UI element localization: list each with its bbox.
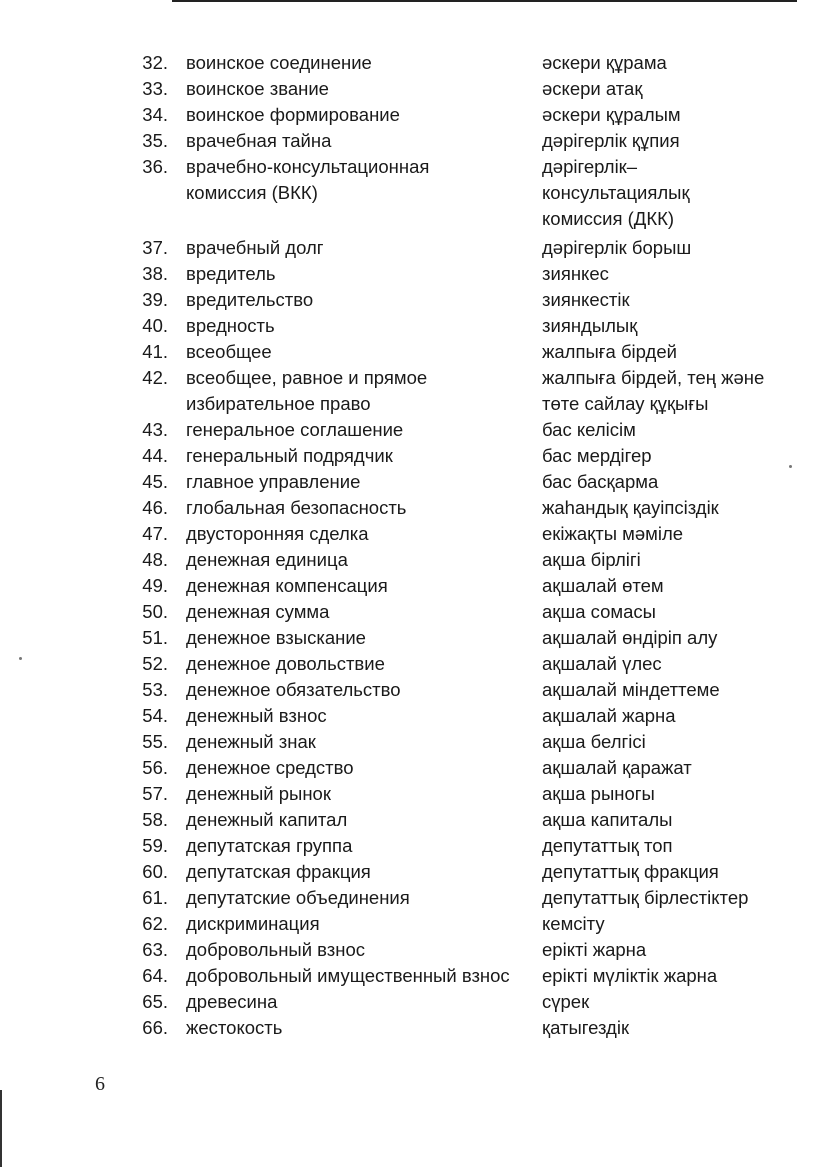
entry-number: 32. xyxy=(142,52,168,73)
kazakh-term-line: кемсіту xyxy=(542,913,605,934)
kazakh-term xyxy=(542,781,655,807)
kazakh-term xyxy=(542,547,641,573)
kazakh-term-line: бас басқарма xyxy=(542,471,659,492)
russian-term xyxy=(186,885,410,911)
russian-term xyxy=(186,833,352,859)
russian-term xyxy=(186,313,275,339)
russian-term xyxy=(186,859,371,885)
russian-term-line: добровольный взнос xyxy=(186,939,366,960)
russian-term xyxy=(186,235,324,261)
kazakh-term-line: әскери атақ xyxy=(542,78,643,99)
entry-number: 40. xyxy=(142,315,168,336)
entry-number: 42. xyxy=(142,367,168,388)
russian-term xyxy=(186,703,327,729)
entry-number: 37. xyxy=(142,237,168,258)
kazakh-term-line: комиссия (ДКК) xyxy=(542,208,675,229)
kazakh-term xyxy=(542,651,662,677)
russian-term xyxy=(186,963,510,989)
kazakh-term xyxy=(542,885,748,911)
russian-term-line: вредитель xyxy=(186,263,276,284)
russian-term-line: денежная компенсация xyxy=(186,575,388,596)
entry-number: 41. xyxy=(142,341,168,362)
kazakh-term-line: ақшалай өндіріп алу xyxy=(542,627,718,648)
kazakh-term-line: ақша сомасы xyxy=(542,601,656,622)
russian-term-line: денежное довольствие xyxy=(186,653,385,674)
russian-term-line: денежное средство xyxy=(186,757,354,778)
entry-number: 55. xyxy=(142,731,168,752)
russian-term xyxy=(186,989,277,1015)
russian-term-line: воинское формирование xyxy=(186,104,400,125)
russian-term xyxy=(186,154,429,206)
russian-term-line: денежный взнос xyxy=(186,705,327,726)
kazakh-term xyxy=(542,469,658,495)
kazakh-term xyxy=(542,313,637,339)
russian-term xyxy=(186,128,331,154)
russian-term-line: денежный капитал xyxy=(186,809,348,830)
kazakh-term xyxy=(542,235,691,261)
kazakh-term xyxy=(542,102,681,128)
entry-number: 60. xyxy=(142,861,168,882)
russian-term xyxy=(186,521,369,547)
russian-term xyxy=(186,102,400,128)
kazakh-term-line: дәрігерлік борыш xyxy=(542,237,692,258)
kazakh-term-line: жалпыға бірдей xyxy=(542,341,677,362)
kazakh-term xyxy=(542,755,692,781)
entry-number: 58. xyxy=(142,809,168,830)
russian-term-line: дискриминация xyxy=(186,913,320,934)
kazakh-term xyxy=(542,703,676,729)
russian-term-line: депутатские объединения xyxy=(186,887,410,908)
russian-term-line: депутатская фракция xyxy=(186,861,371,882)
russian-term xyxy=(186,547,348,573)
russian-term xyxy=(186,495,406,521)
kazakh-term-line: сүрек xyxy=(542,991,590,1012)
russian-term-line: денежный знак xyxy=(186,731,316,752)
kazakh-term xyxy=(542,807,672,833)
kazakh-term-line: ақшалай өтем xyxy=(542,575,664,596)
kazakh-term xyxy=(542,339,677,365)
page-number: 6 xyxy=(95,1073,105,1095)
russian-term-line: генеральный подрядчик xyxy=(186,445,393,466)
russian-term-line: всеобщее, равное и прямое xyxy=(186,367,428,388)
russian-term-line: жестокость xyxy=(186,1017,283,1038)
kazakh-term xyxy=(542,833,673,859)
russian-term xyxy=(186,911,320,937)
russian-term xyxy=(186,417,403,443)
kazakh-term-line: зиянкестік xyxy=(542,289,630,310)
entry-number: 50. xyxy=(142,601,168,622)
entry-number: 66. xyxy=(142,1017,168,1038)
russian-term xyxy=(186,937,365,963)
entry-number: 43. xyxy=(142,419,168,440)
russian-term-line: добровольный имущественный взнос xyxy=(186,965,510,986)
kazakh-term-line: ақша рыногы xyxy=(542,783,655,804)
kazakh-term xyxy=(542,937,646,963)
kazakh-term xyxy=(542,625,717,651)
russian-term xyxy=(186,599,329,625)
kazakh-term-line: төте сайлау құқығы xyxy=(542,393,709,414)
entry-number: 38. xyxy=(142,263,168,284)
russian-term-line: генеральное соглашение xyxy=(186,419,404,440)
entry-number: 63. xyxy=(142,939,168,960)
russian-term xyxy=(186,443,393,469)
kazakh-term-line: жаһандық қауіпсіздік xyxy=(542,497,719,518)
russian-term-line: глобальная безопасность xyxy=(186,497,407,518)
kazakh-term-line: бас келісім xyxy=(542,419,636,440)
russian-term xyxy=(186,50,372,76)
kazakh-term-line: депутаттық бірлестіктер xyxy=(542,887,749,908)
kazakh-term xyxy=(542,599,656,625)
russian-term-line: комиссия (ВКК) xyxy=(186,182,318,203)
russian-term-line: главное управление xyxy=(186,471,361,492)
russian-term xyxy=(186,677,401,703)
entry-number: 52. xyxy=(142,653,168,674)
kazakh-term-line: ақша капиталы xyxy=(542,809,673,830)
kazakh-term-line: ақшалай жарна xyxy=(542,705,676,726)
kazakh-term-line: ерікті жарна xyxy=(542,939,647,960)
kazakh-term xyxy=(542,521,683,547)
russian-term-line: вредительство xyxy=(186,289,314,310)
kazakh-term xyxy=(542,989,589,1015)
russian-term xyxy=(186,469,360,495)
russian-term xyxy=(186,755,354,781)
kazakh-term xyxy=(542,365,764,417)
kazakh-term-line: екіжақты мәміле xyxy=(542,523,684,544)
entry-number: 34. xyxy=(142,104,168,125)
kazakh-term-line: қатыгездік xyxy=(542,1017,630,1038)
kazakh-term-line: дәрігерлік құпия xyxy=(542,130,680,151)
kazakh-term-line: депутаттық фракция xyxy=(542,861,719,882)
russian-term-line: денежный рынок xyxy=(186,783,331,804)
kazakh-term-line: консультациялық xyxy=(542,182,690,203)
russian-term-line: древесина xyxy=(186,991,278,1012)
russian-term-line: всеобщее xyxy=(186,341,272,362)
entry-number: 62. xyxy=(142,913,168,934)
kazakh-term xyxy=(542,128,680,154)
russian-term-line: воинское звание xyxy=(186,78,329,99)
kazakh-term xyxy=(542,50,667,76)
russian-term-line: денежная сумма xyxy=(186,601,330,622)
russian-term xyxy=(186,729,316,755)
kazakh-term-line: ерікті мүліктік жарна xyxy=(542,965,718,986)
entry-number: 57. xyxy=(142,783,168,804)
kazakh-term xyxy=(542,261,609,287)
kazakh-term xyxy=(542,1015,629,1041)
russian-term xyxy=(186,651,385,677)
entry-number: 56. xyxy=(142,757,168,778)
kazakh-term xyxy=(542,911,605,937)
entry-number: 45. xyxy=(142,471,168,492)
entry-number: 59. xyxy=(142,835,168,856)
russian-term xyxy=(186,807,347,833)
entry-number: 35. xyxy=(142,130,168,151)
entry-number: 46. xyxy=(142,497,168,518)
russian-term xyxy=(186,287,313,313)
russian-term xyxy=(186,781,331,807)
kazakh-term-line: ақшалай үлес xyxy=(542,653,662,674)
kazakh-term-line: ақша бірлігі xyxy=(542,549,641,570)
russian-term-line: денежное обязательство xyxy=(186,679,401,700)
russian-term xyxy=(186,76,329,102)
kazakh-term xyxy=(542,287,630,313)
kazakh-term xyxy=(542,963,717,989)
entry-number: 33. xyxy=(142,78,168,99)
russian-term-line: депутатская группа xyxy=(186,835,353,856)
russian-term-line: вредность xyxy=(186,315,275,336)
kazakh-term-line: бас мердігер xyxy=(542,445,652,466)
russian-term-line: денежное взыскание xyxy=(186,627,366,648)
kazakh-term xyxy=(542,443,652,469)
entry-number: 48. xyxy=(142,549,168,570)
russian-term xyxy=(186,573,388,599)
kazakh-term-line: зиянкес xyxy=(542,263,609,284)
entry-number: 53. xyxy=(142,679,168,700)
entry-number: 36. xyxy=(142,156,168,177)
kazakh-term xyxy=(542,417,636,443)
kazakh-term-line: ақшалай қаражат xyxy=(542,757,692,778)
entry-number: 54. xyxy=(142,705,168,726)
russian-term-line: врачебно-консультационная xyxy=(186,156,430,177)
entry-number: 47. xyxy=(142,523,168,544)
kazakh-term xyxy=(542,677,720,703)
kazakh-term xyxy=(542,495,719,521)
russian-term-line: врачебная тайна xyxy=(186,130,332,151)
kazakh-term-line: ақшалай міндеттеме xyxy=(542,679,720,700)
kazakh-term-line: жалпыға бірдей, тең және xyxy=(542,367,765,388)
kazakh-term-line: зияндылық xyxy=(542,315,638,336)
entry-number: 64. xyxy=(142,965,168,986)
russian-term-line: врачебный долг xyxy=(186,237,324,258)
kazakh-term xyxy=(542,154,690,232)
kazakh-term-line: дәрігерлік– xyxy=(542,156,638,177)
entry-number: 49. xyxy=(142,575,168,596)
russian-term-line: денежная единица xyxy=(186,549,348,570)
russian-term xyxy=(186,365,427,417)
russian-term xyxy=(186,261,276,287)
kazakh-term xyxy=(542,859,719,885)
entry-number: 44. xyxy=(142,445,168,466)
kazakh-term-line: депутаттық топ xyxy=(542,835,673,856)
kazakh-term xyxy=(542,76,642,102)
kazakh-term-line: ақша белгісі xyxy=(542,731,646,752)
russian-term-line: избирательное право xyxy=(186,393,371,414)
russian-term xyxy=(186,625,366,651)
russian-term-line: воинское соединение xyxy=(186,52,372,73)
kazakh-term xyxy=(542,729,646,755)
kazakh-term-line: әскери құрама xyxy=(542,52,667,73)
russian-term xyxy=(186,1015,282,1041)
entry-number: 65. xyxy=(142,991,168,1012)
russian-term-line: двусторонняя сделка xyxy=(186,523,369,544)
entry-number: 39. xyxy=(142,289,168,310)
kazakh-term-line: әскери құралым xyxy=(542,104,681,125)
kazakh-term xyxy=(542,573,664,599)
entry-number: 51. xyxy=(142,627,168,648)
russian-term xyxy=(186,339,272,365)
entry-number: 61. xyxy=(142,887,168,908)
